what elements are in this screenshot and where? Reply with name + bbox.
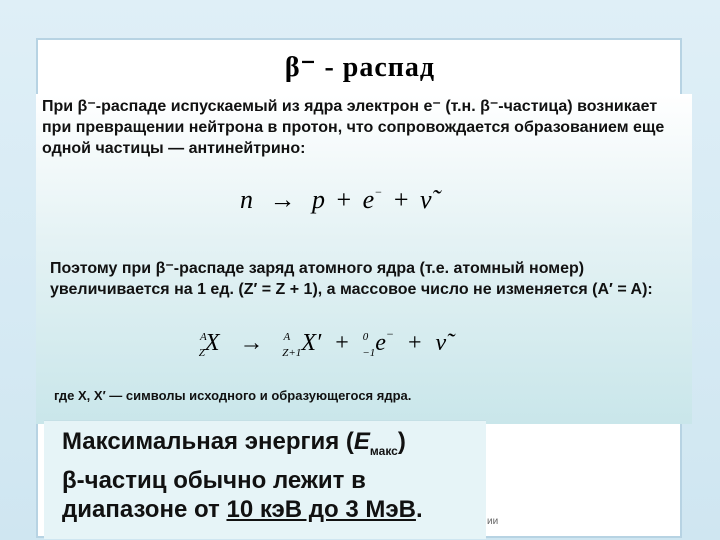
callout-line-3-suffix: . <box>415 495 423 523</box>
electron-charge-number: −1 <box>362 347 376 359</box>
plus-sign: + <box>393 185 409 214</box>
formula-nuclear-beta-decay <box>198 327 447 359</box>
neutron-symbol: n <box>240 185 253 214</box>
formula-neutron-decay <box>240 185 432 215</box>
electron-charge: − <box>374 185 383 199</box>
reaction-arrow: → <box>239 330 264 356</box>
electron-mass-number: 0 <box>362 331 369 343</box>
callout-line-1-suffix: ) <box>397 428 406 455</box>
slide-title: β⁻ - распад <box>284 52 436 83</box>
callout-line-2: β-частиц обычно лежит в <box>62 466 366 494</box>
daughter-nucleus-symbol: X′ <box>301 330 322 356</box>
max-energy-statement <box>62 427 482 524</box>
proton-symbol: p <box>312 185 325 214</box>
electron-symbol: e <box>375 330 386 356</box>
footer-fragment: ии <box>487 516 499 527</box>
paragraph-charge-change: Поэтому при β⁻-распаде заряд атомного ядра (т.е. атомный номер) увеличивается на 1 ед. (Z′ = Z + 1), а массовое число не изменяется (A′ = A): <box>50 260 653 298</box>
callout-line-1-prefix: Максимальная энергия ( <box>62 428 354 455</box>
antineutrino-symbol: ν̃ <box>420 185 432 214</box>
energy-subscript: макс <box>369 443 398 458</box>
symbol-definition-note: где X, X′ — символы исходного и образующегося ядра. <box>54 388 412 403</box>
plus-sign: + <box>407 330 422 356</box>
plus-sign: + <box>336 185 352 214</box>
antineutrino-symbol: ν̃ <box>435 330 447 356</box>
reaction-arrow: → <box>269 185 296 214</box>
plus-sign: + <box>335 330 349 356</box>
electron-symbol: e <box>362 185 375 214</box>
callout-line-3-prefix: диапазоне от <box>62 495 227 523</box>
parent-mass-number: A <box>200 331 207 343</box>
electron-superscript: − <box>385 327 394 341</box>
parent-charge-number: Z <box>198 347 205 359</box>
daughter-charge-number: Z+1 <box>282 347 302 359</box>
parent-nucleus-symbol: X <box>204 330 220 356</box>
paragraph-beta-minus-origin: При β⁻-распаде испускаемый из ядра электрон e⁻ (т.н. β⁻-частица) возникает при превращении нейтрона в протон, что сопровождается образованием еще одной частицы — антинейтрино: <box>42 98 665 157</box>
daughter-mass-number: A <box>283 331 291 343</box>
energy-symbol: E <box>353 428 370 455</box>
energy-range: 10 кэВ до 3 МэВ <box>226 495 416 523</box>
